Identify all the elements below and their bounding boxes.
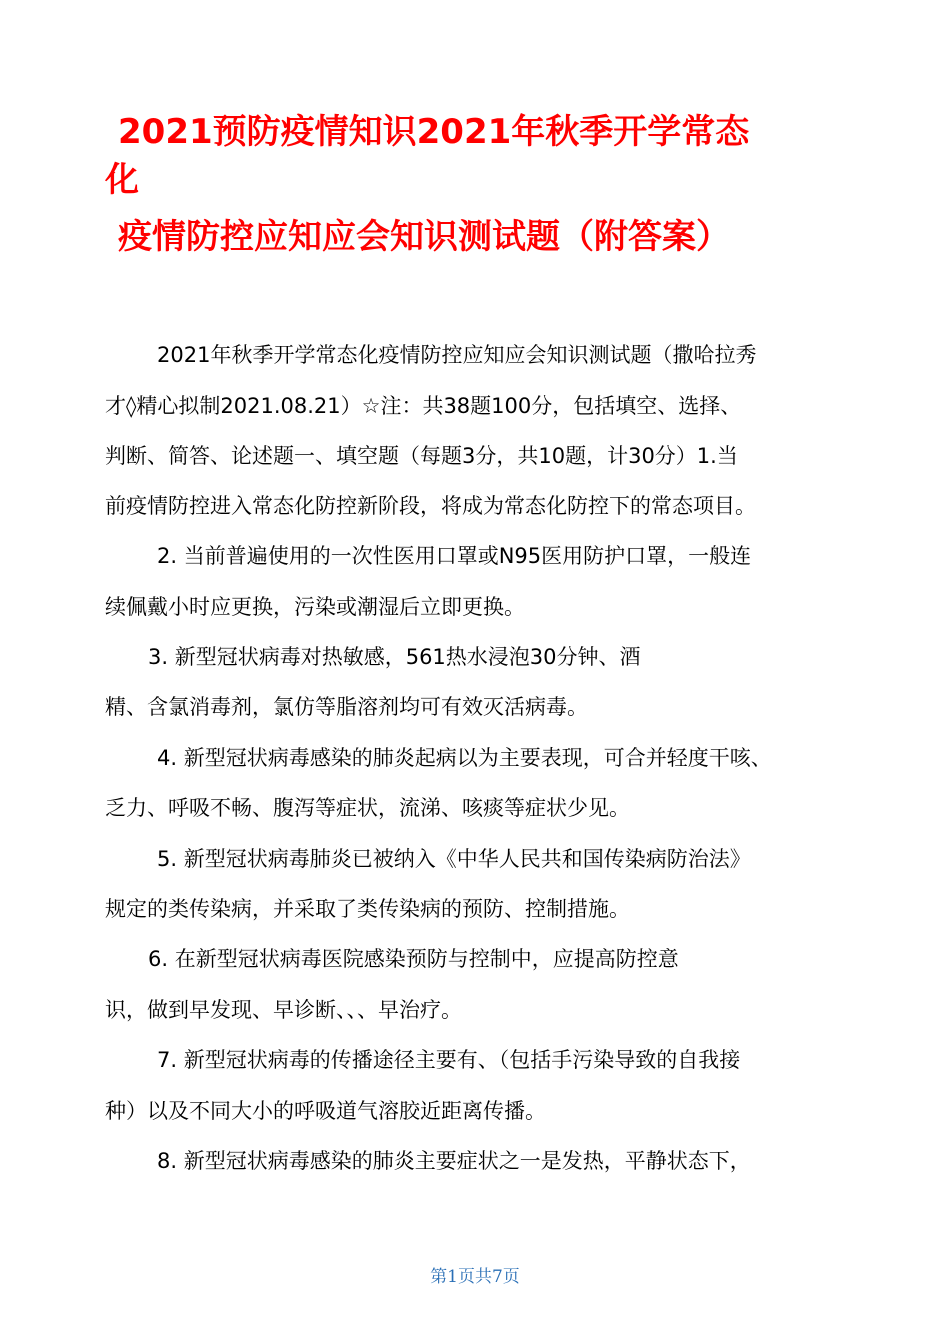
body-line: 才◊精心拟制2021.08.21）☆注：共38题100分，包括填空、选择、 [105, 394, 742, 418]
body-line: 判断、简答、论述题一、填空题（每题3分，共10题，计30分）1.当 [105, 444, 738, 468]
body-line: 种）以及不同大小的呼吸道气溶胶近距离传播。 [105, 1099, 546, 1123]
body-line: 2021年秋季开学常态化疫情防控应知应会知识测试题（撒哈拉秀 [157, 343, 757, 367]
body-line: 3. 新型冠状病毒对热敏感，561热水浸泡30分钟、酒 [148, 645, 641, 669]
body-line: 8. 新型冠状病毒感染的肺炎主要症状之一是发热，平静状态下， [157, 1149, 751, 1173]
body-line: 精、含氯消毒剂，氯仿等脂溶剂均可有效灭活病毒。 [105, 695, 588, 719]
body-line: 6. 在新型冠状病毒医院感染预防与控制中，应提高防控意 [148, 947, 679, 971]
body-line: 前疫情防控进入常态化防控新阶段，将成为常态化防控下的常态项目。 [105, 494, 756, 518]
body-line: 乏力、呼吸不畅、腹泻等症状，流涕、咳痰等症状少见。 [105, 796, 630, 820]
body-line: 7. 新型冠状病毒的传播途径主要有、（包括手污染导致的自我接 [157, 1048, 741, 1072]
body-line: 2. 当前普遍使用的一次性医用口罩或N95医用防护口罩，一般连 [157, 544, 752, 568]
body-line: 识，做到早发现、早诊断、、、早治疗。 [105, 998, 462, 1022]
body-line: 4. 新型冠状病毒感染的肺炎起病以为主要表现，可合并轻度干咳、 [157, 746, 772, 770]
body-line: 续佩戴小时应更换，污染或潮湿后立即更换。 [105, 595, 525, 619]
document-title-line-2: 化 [105, 160, 139, 200]
body-line: 规定的类传染病，并采取了类传染病的预防、控制措施。 [105, 897, 630, 921]
document-title-line-1: 2021预防疫情知识2021年秋季开学常态 [118, 112, 750, 152]
page-number-footer: 第1页共7页 [430, 1267, 520, 1287]
document-title-line-3: 疫情防控应知应会知识测试题（附答案） [118, 217, 730, 257]
body-line: 5. 新型冠状病毒肺炎已被纳入《中华人民共和国传染病防治法》 [157, 847, 751, 871]
